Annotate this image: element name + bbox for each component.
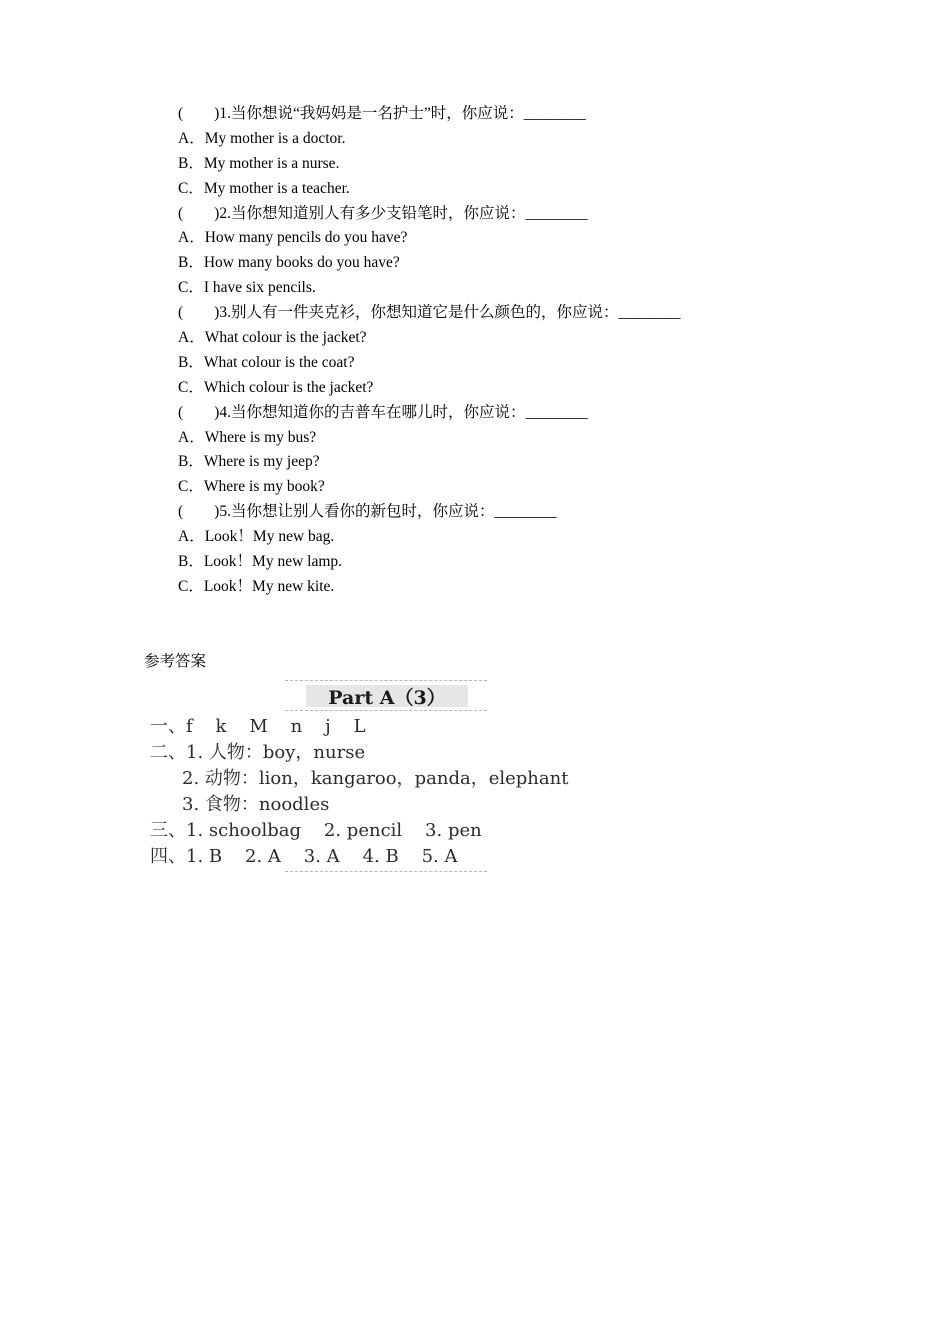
answer-heading: 参考答案	[144, 653, 207, 670]
answer-row-6: 四、1. B 2. A 3. A 4. B 5. A	[150, 846, 458, 867]
dashed-divider-title	[285, 710, 487, 711]
option-a: A．What colour is the jacket?	[178, 329, 367, 347]
dashed-divider-top	[285, 680, 487, 681]
option-a: A．Look！My new bag.	[178, 528, 335, 546]
option-a: A．Where is my bus?	[178, 428, 317, 446]
question-list	[178, 102, 778, 600]
option-b: B．Where is my jeep?	[178, 453, 320, 471]
answer-row-1: 一、f k M n j L	[150, 716, 366, 737]
option-b: B．How many books do you have?	[178, 254, 400, 272]
option-c: C．Which colour is the jacket?	[178, 378, 374, 396]
question-stem: ( )5.当你想让别人看你的新包时，你应说：________	[178, 503, 557, 521]
answer-title: Part A（3）	[306, 685, 468, 707]
dashed-divider-bottom	[285, 871, 487, 872]
question-stem: ( )4.当你想知道你的吉普车在哪儿时，你应说：________	[178, 403, 588, 421]
option-a: A．How many pencils do you have?	[178, 229, 408, 247]
answer-row-4: 3. 食物：noodles	[182, 794, 330, 815]
option-b: B．My mother is a nurse.	[178, 154, 340, 172]
answer-row-3: 2. 动物：lion，kangaroo，panda，elephant	[182, 768, 569, 789]
option-a: A．My mother is a doctor.	[178, 129, 346, 147]
answer-row-2: 二、1. 人物：boy，nurse	[150, 742, 366, 763]
option-c: C．I have six pencils.	[178, 279, 316, 297]
question-stem: ( )1.当你想说“我妈妈是一名护士”时，你应说：________	[178, 105, 586, 122]
option-c: C．Where is my book?	[178, 478, 325, 496]
option-c: C．Look！My new kite.	[178, 577, 335, 595]
question-stem: ( )2.当你想知道别人有多少支铅笔时，你应说：________	[178, 204, 588, 222]
option-c: C．My mother is a teacher.	[178, 179, 350, 197]
answer-row-5: 三、1. schoolbag 2. pencil 3. pen	[150, 820, 482, 841]
answer-key-image	[140, 678, 569, 874]
option-b: B．Look！My new lamp.	[178, 553, 343, 571]
question-stem: ( )3.别人有一件夹克衫，你想知道它是什么颜色的，你应说：________	[178, 304, 681, 322]
option-b: B．What colour is the coat?	[178, 353, 355, 371]
